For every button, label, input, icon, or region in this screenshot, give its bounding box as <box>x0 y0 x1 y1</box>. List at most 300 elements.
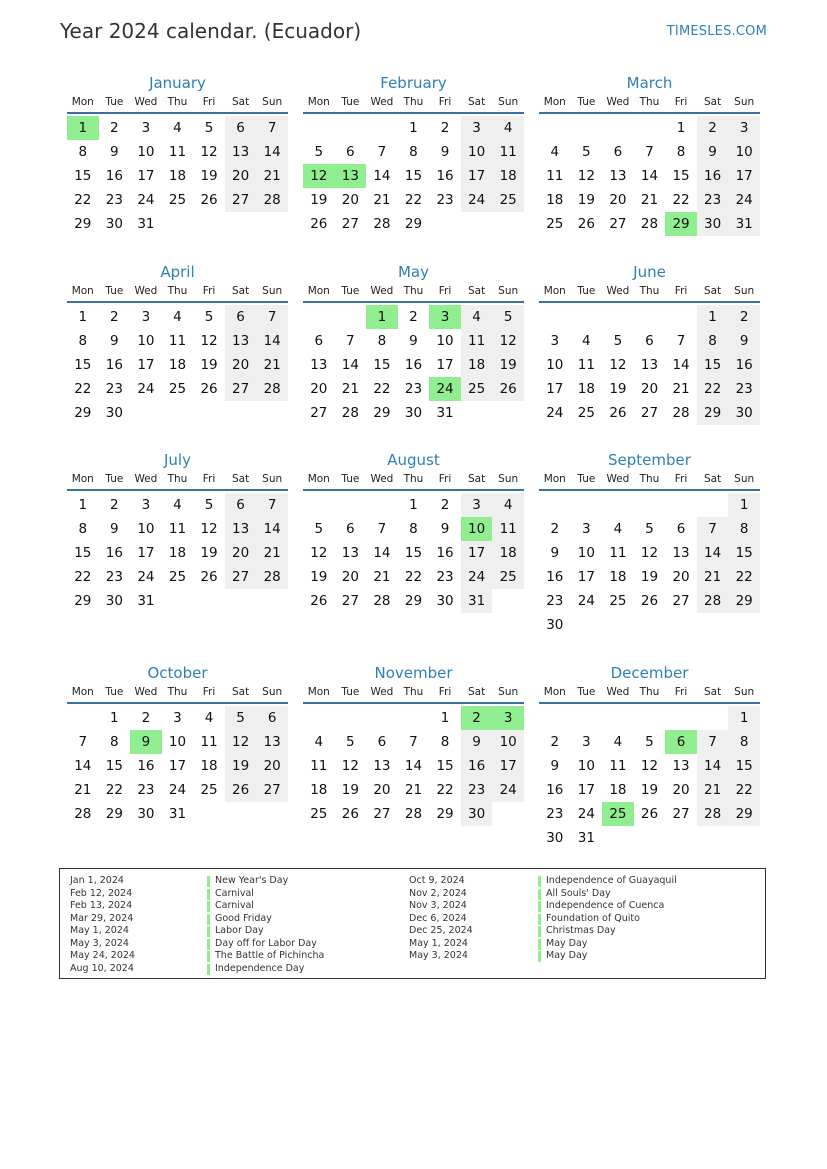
day-cell: 15 <box>436 758 454 774</box>
day-cell: 4 <box>613 734 623 750</box>
empty-day-cell <box>571 706 603 730</box>
day-cell: 14 <box>256 517 288 541</box>
weekday-label: Sat <box>703 473 722 485</box>
holiday-name: Day off for Labor Day <box>215 937 317 949</box>
day-cell: 19 <box>200 357 218 373</box>
empty-day-cell <box>728 613 760 637</box>
day-cell: 17 <box>137 357 155 373</box>
holiday-day-cell: 6 <box>665 730 697 754</box>
holiday-date: May 1, 2024 <box>70 925 129 936</box>
weekday-label: Mon <box>543 473 566 485</box>
empty-day-cell <box>162 589 194 613</box>
empty-day-cell <box>335 493 367 517</box>
weekday-label: Wed <box>606 473 630 485</box>
holiday-marker <box>538 914 541 925</box>
day-cell: 12 <box>609 357 627 373</box>
day-cell: 7 <box>256 493 288 517</box>
day-cell: 8 <box>110 734 119 750</box>
day-cell: 31 <box>577 830 595 846</box>
holiday-date: Feb 12, 2024 <box>70 887 133 899</box>
day-cell: 1 <box>676 120 686 136</box>
day-cell: 4 <box>173 497 182 513</box>
weekday-header <box>67 684 288 704</box>
day-cell: 18 <box>168 545 187 561</box>
day-cell: 5 <box>645 734 654 750</box>
day-cell: 17 <box>546 381 564 397</box>
day-cell: 13 <box>310 357 328 373</box>
day-cell: 15 <box>728 541 760 565</box>
empty-day-cell <box>665 305 697 329</box>
day-cell: 16 <box>404 357 423 373</box>
weekday-label: Tue <box>577 96 596 108</box>
day-cell: 17 <box>137 545 155 561</box>
day-cell: 11 <box>492 140 524 164</box>
day-cell: 14 <box>404 758 423 774</box>
day-cell: 12 <box>225 730 257 754</box>
day-cell: 19 <box>640 782 659 798</box>
empty-day-cell <box>398 706 430 730</box>
day-cell: 30 <box>137 806 155 822</box>
day-cell: 2 <box>141 710 151 726</box>
day-cell: 28 <box>404 806 423 822</box>
empty-day-cell <box>571 116 603 140</box>
day-cell: 23 <box>546 806 564 822</box>
day-cell: 31 <box>728 212 760 236</box>
day-cell: 29 <box>436 806 454 822</box>
page-title: Year 2024 calendar. (Ecuador) <box>60 19 362 43</box>
day-cell: 13 <box>609 168 627 184</box>
day-grid <box>539 706 760 850</box>
day-cell: 11 <box>492 517 524 541</box>
day-cell: 6 <box>314 333 324 349</box>
day-cell: 23 <box>697 188 729 212</box>
empty-day-cell <box>697 493 729 517</box>
day-cell: 18 <box>577 381 595 397</box>
weekday-label: Mon <box>543 96 566 108</box>
weekday-label: Fri <box>438 473 452 485</box>
day-cell: 12 <box>341 758 359 774</box>
day-cell: 26 <box>310 216 328 232</box>
day-cell: 30 <box>105 405 123 421</box>
weekday-header <box>539 471 760 491</box>
weekday-label: Mon <box>307 285 330 297</box>
day-cell: 8 <box>697 329 729 353</box>
weekday-label: Tue <box>105 473 124 485</box>
day-cell: 2 <box>550 734 560 750</box>
day-cell: 19 <box>640 569 659 585</box>
day-cell: 2 <box>728 305 760 329</box>
holiday-day-cell: 13 <box>335 164 367 188</box>
weekday-label: Thu <box>639 473 660 485</box>
day-cell: 18 <box>609 782 627 798</box>
day-cell: 17 <box>577 782 595 798</box>
weekday-header <box>303 471 524 491</box>
day-cell: 12 <box>200 144 218 160</box>
weekday-header <box>303 283 524 303</box>
day-cell: 22 <box>373 381 391 397</box>
day-cell: 2 <box>110 309 119 325</box>
day-cell: 3 <box>461 493 493 517</box>
day-cell: 19 <box>310 192 328 208</box>
day-cell: 28 <box>341 405 359 421</box>
day-cell: 21 <box>256 541 288 565</box>
weekday-header <box>67 94 288 114</box>
empty-day-cell <box>335 305 367 329</box>
holiday-date: May 3, 2024 <box>409 950 468 961</box>
month-september <box>539 450 760 637</box>
weekday-label: Sun <box>734 285 755 297</box>
day-cell: 8 <box>409 144 418 160</box>
day-cell: 11 <box>609 758 627 774</box>
empty-day-cell <box>634 826 666 850</box>
empty-day-cell <box>225 802 257 826</box>
weekday-header <box>539 283 760 303</box>
day-cell: 15 <box>105 758 123 774</box>
day-cell: 25 <box>492 188 524 212</box>
weekday-label: Sat <box>703 686 722 698</box>
day-cell: 26 <box>577 216 595 232</box>
day-cell: 17 <box>461 541 493 565</box>
day-cell: 26 <box>225 778 257 802</box>
day-cell: 22 <box>436 782 454 798</box>
day-cell: 15 <box>404 545 423 561</box>
day-cell: 6 <box>225 305 257 329</box>
day-cell: 7 <box>256 116 288 140</box>
weekday-label: Sat <box>467 96 486 108</box>
weekday-label: Wed <box>134 686 158 698</box>
day-cell: 30 <box>461 802 493 826</box>
day-cell: 17 <box>137 168 155 184</box>
empty-day-cell <box>335 116 367 140</box>
empty-day-cell <box>539 116 571 140</box>
day-cell: 20 <box>256 754 288 778</box>
empty-day-cell <box>335 706 367 730</box>
day-cell: 3 <box>728 116 760 140</box>
day-cell: 3 <box>461 116 493 140</box>
day-cell: 30 <box>546 830 564 846</box>
day-cell: 24 <box>546 405 564 421</box>
day-cell: 18 <box>168 168 187 184</box>
day-cell: 16 <box>105 545 123 561</box>
site-brand[interactable]: TIMESLES.COM <box>666 24 767 39</box>
holiday-day-cell: 29 <box>665 212 697 236</box>
day-cell: 1 <box>728 493 760 517</box>
month-title: April <box>160 263 195 281</box>
day-cell: 29 <box>697 401 729 425</box>
weekday-label: Thu <box>639 96 660 108</box>
day-cell: 10 <box>137 521 155 537</box>
empty-day-cell <box>193 401 225 425</box>
day-cell: 16 <box>105 357 123 373</box>
day-cell: 17 <box>577 569 595 585</box>
day-cell: 10 <box>461 140 493 164</box>
day-cell: 23 <box>436 569 454 585</box>
day-cell: 26 <box>640 593 659 609</box>
empty-day-cell <box>492 401 524 425</box>
day-cell: 2 <box>550 521 560 537</box>
month-february <box>303 73 524 236</box>
day-cell: 7 <box>377 144 387 160</box>
holiday-name: The Battle of Pichincha <box>215 950 325 961</box>
weekday-label: Wed <box>606 285 630 297</box>
day-cell: 31 <box>168 806 187 822</box>
weekday-header <box>303 684 524 704</box>
day-cell: 26 <box>492 377 524 401</box>
day-cell: 13 <box>672 758 690 774</box>
weekday-label: Tue <box>577 686 596 698</box>
day-cell: 16 <box>436 545 454 561</box>
weekday-label: Sun <box>262 686 283 698</box>
day-cell: 3 <box>141 120 151 136</box>
day-cell: 19 <box>577 192 595 208</box>
day-cell: 4 <box>550 144 560 160</box>
day-cell: 27 <box>373 806 391 822</box>
day-cell: 3 <box>582 734 591 750</box>
day-cell: 19 <box>225 754 257 778</box>
weekday-label: Sun <box>262 285 283 297</box>
day-cell: 28 <box>672 405 690 421</box>
day-cell: 13 <box>373 758 391 774</box>
day-cell: 5 <box>645 521 654 537</box>
month-title: December <box>610 664 689 682</box>
day-cell: 3 <box>582 521 591 537</box>
empty-day-cell <box>602 493 634 517</box>
empty-day-cell <box>303 706 335 730</box>
day-cell: 15 <box>404 168 423 184</box>
day-cell: 18 <box>200 758 218 774</box>
weekday-label: Wed <box>370 473 394 485</box>
weekday-label: Sat <box>231 285 250 297</box>
holiday-legend <box>59 868 766 979</box>
holiday-date: Mar 29, 2024 <box>70 912 134 924</box>
day-cell: 6 <box>346 144 355 160</box>
day-cell: 5 <box>346 734 355 750</box>
holiday-day-cell: 10 <box>461 517 493 541</box>
empty-day-cell <box>602 613 634 637</box>
empty-day-cell <box>665 493 697 517</box>
day-cell: 24 <box>577 806 595 822</box>
weekday-label: Fri <box>202 473 216 485</box>
day-cell: 29 <box>404 593 423 609</box>
month-august <box>303 450 524 613</box>
day-cell: 6 <box>645 333 654 349</box>
day-cell: 13 <box>256 730 288 754</box>
empty-day-cell <box>303 493 335 517</box>
empty-day-cell <box>602 305 634 329</box>
day-cell: 24 <box>137 569 155 585</box>
weekday-label: Sat <box>231 473 250 485</box>
holiday-name: Christmas Day <box>546 925 616 936</box>
month-april <box>67 262 288 425</box>
day-cell: 17 <box>436 357 454 373</box>
day-cell: 25 <box>310 806 328 822</box>
empty-day-cell <box>193 802 225 826</box>
weekday-label: Thu <box>403 686 424 698</box>
day-cell: 16 <box>137 758 155 774</box>
day-cell: 13 <box>640 357 659 373</box>
month-title: March <box>626 74 673 92</box>
day-cell: 11 <box>168 333 187 349</box>
day-cell: 14 <box>74 758 92 774</box>
day-cell: 20 <box>672 569 690 585</box>
weekday-label: Sat <box>703 96 722 108</box>
day-cell: 5 <box>204 120 214 136</box>
holiday-marker <box>207 901 210 912</box>
day-cell: 11 <box>461 329 493 353</box>
day-cell: 29 <box>74 216 92 232</box>
day-cell: 15 <box>728 754 760 778</box>
empty-day-cell <box>193 589 225 613</box>
month-title: June <box>633 263 666 281</box>
weekday-label: Tue <box>105 96 124 108</box>
day-cell: 4 <box>173 120 182 136</box>
day-cell: 10 <box>577 758 595 774</box>
day-cell: 13 <box>225 517 257 541</box>
weekday-label: Sun <box>262 96 283 108</box>
holiday-marker <box>538 926 541 937</box>
day-cell: 27 <box>256 778 288 802</box>
day-cell: 9 <box>110 521 119 537</box>
day-cell: 21 <box>373 192 391 208</box>
weekday-label: Tue <box>341 96 360 108</box>
day-cell: 7 <box>346 333 355 349</box>
day-cell: 28 <box>256 377 288 401</box>
day-cell: 2 <box>697 116 729 140</box>
day-cell: 30 <box>105 216 123 232</box>
holiday-name: Independence Day <box>215 962 305 974</box>
day-cell: 25 <box>546 216 564 232</box>
day-cell: 17 <box>492 754 524 778</box>
day-cell: 21 <box>373 569 391 585</box>
day-cell: 19 <box>200 168 218 184</box>
day-cell: 19 <box>609 381 627 397</box>
weekday-label: Sat <box>231 96 250 108</box>
day-cell: 29 <box>404 216 423 232</box>
empty-day-cell <box>256 401 288 425</box>
day-cell: 31 <box>461 589 493 613</box>
day-cell: 22 <box>105 782 123 798</box>
weekday-header <box>67 471 288 491</box>
day-cell: 14 <box>697 754 729 778</box>
holiday-date: Dec 6, 2024 <box>409 912 467 924</box>
day-cell: 29 <box>74 405 92 421</box>
day-cell: 11 <box>200 734 218 750</box>
weekday-label: Fri <box>674 96 688 108</box>
weekday-label: Sun <box>498 686 519 698</box>
empty-day-cell <box>665 613 697 637</box>
day-cell: 24 <box>461 565 493 589</box>
holiday-name: May Day <box>546 950 588 961</box>
holiday-date: May 24, 2024 <box>70 950 135 961</box>
weekday-label: Sun <box>262 473 283 485</box>
day-cell: 27 <box>672 593 690 609</box>
day-cell: 13 <box>225 329 257 353</box>
day-cell: 12 <box>200 333 218 349</box>
weekday-label: Fri <box>202 285 216 297</box>
day-cell: 9 <box>440 144 450 160</box>
day-cell: 26 <box>341 806 359 822</box>
day-cell: 30 <box>105 593 123 609</box>
day-grid <box>67 493 288 613</box>
day-cell: 31 <box>436 405 454 421</box>
day-cell: 10 <box>137 144 155 160</box>
month-december <box>539 663 760 850</box>
day-cell: 3 <box>141 309 151 325</box>
holiday-marker <box>538 951 541 962</box>
day-cell: 2 <box>110 120 119 136</box>
weekday-label: Thu <box>167 686 188 698</box>
weekday-label: Sat <box>703 285 722 297</box>
day-cell: 4 <box>204 710 214 726</box>
day-cell: 14 <box>697 541 729 565</box>
day-cell: 6 <box>676 521 686 537</box>
empty-day-cell <box>366 493 398 517</box>
day-cell: 25 <box>200 782 218 798</box>
weekday-label: Thu <box>403 285 424 297</box>
weekday-label: Wed <box>370 285 394 297</box>
day-cell: 25 <box>168 381 187 397</box>
day-cell: 1 <box>697 305 729 329</box>
day-cell: 5 <box>582 144 591 160</box>
day-cell: 5 <box>613 333 623 349</box>
day-cell: 2 <box>440 120 450 136</box>
day-cell: 10 <box>436 333 454 349</box>
day-cell: 18 <box>310 782 328 798</box>
day-cell: 18 <box>492 164 524 188</box>
day-cell: 21 <box>697 565 729 589</box>
empty-day-cell <box>665 706 697 730</box>
day-cell: 19 <box>310 569 328 585</box>
day-cell: 29 <box>373 405 391 421</box>
empty-day-cell <box>697 826 729 850</box>
day-cell: 23 <box>546 593 564 609</box>
day-cell: 25 <box>577 405 595 421</box>
day-cell: 16 <box>105 168 123 184</box>
day-cell: 13 <box>225 140 257 164</box>
day-cell: 15 <box>373 357 391 373</box>
day-cell: 10 <box>728 140 760 164</box>
day-cell: 14 <box>256 140 288 164</box>
day-cell: 16 <box>436 168 454 184</box>
empty-day-cell <box>461 212 493 236</box>
day-cell: 12 <box>492 329 524 353</box>
empty-day-cell <box>225 212 257 236</box>
day-cell: 5 <box>314 144 324 160</box>
day-cell: 17 <box>461 164 493 188</box>
day-cell: 23 <box>105 569 123 585</box>
day-cell: 27 <box>225 188 257 212</box>
weekday-label: Sat <box>467 686 486 698</box>
holiday-day-cell: 3 <box>492 706 524 730</box>
day-cell: 7 <box>78 734 88 750</box>
day-cell: 7 <box>697 517 729 541</box>
weekday-label: Wed <box>606 96 630 108</box>
month-title: August <box>387 451 440 469</box>
weekday-label: Sun <box>734 686 755 698</box>
day-cell: 25 <box>168 569 187 585</box>
holiday-day-cell: 3 <box>429 305 461 329</box>
day-cell: 25 <box>609 593 627 609</box>
day-cell: 16 <box>546 569 564 585</box>
day-cell: 27 <box>341 593 359 609</box>
day-cell: 6 <box>225 116 257 140</box>
day-cell: 16 <box>697 164 729 188</box>
day-cell: 9 <box>728 329 760 353</box>
day-cell: 21 <box>640 192 659 208</box>
day-cell: 15 <box>697 353 729 377</box>
day-cell: 6 <box>225 493 257 517</box>
day-cell: 10 <box>168 734 187 750</box>
